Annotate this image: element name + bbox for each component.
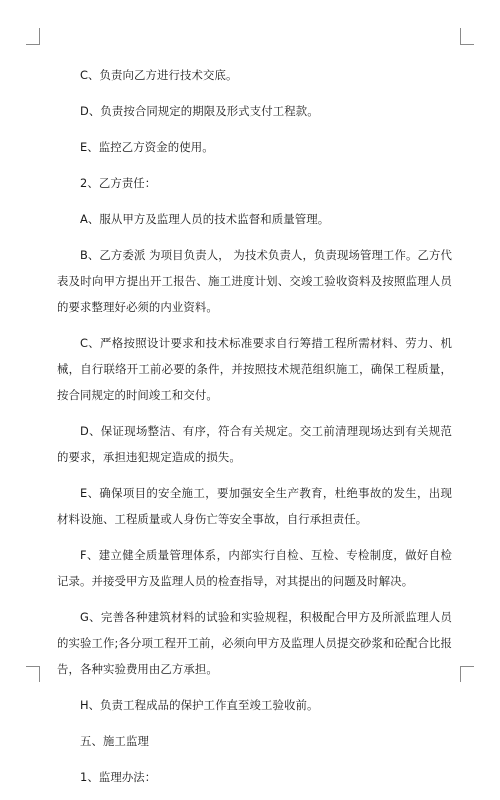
subheading-supervision-method: 1、监理办法： (80, 770, 157, 784)
crop-mark-bottom-right-vertical (460, 666, 461, 682)
paragraph-f-quality-system: F、建立健全质量管理体系，内部实行自检、互检、专检制度，做好自检记录。并接受甲方及监理人员的检查指导，对其提出的问题及时解决。 (57, 548, 452, 588)
crop-mark-bottom-left-vertical (39, 666, 40, 682)
section-heading-party-b-duties: 2、乙方责任： (80, 176, 157, 190)
crop-mark-bottom-left-horizontal (26, 666, 40, 667)
paragraph-g-material-testing: G、完善各种建筑材料的试验和实验规程，积极配合甲方及所派监理人员的实验工作;各分项工程开工前，必须向甲方及监理人员提交砂浆和砼配合比报告，各种实验费用由乙方承担。 (57, 610, 452, 676)
paragraph-b-project-lead: B、乙方委派 为项目负责人， 为技术负责人，负责现场管理工作。乙方代表及时向甲方提出开工报告、施工进度计划、交竣工验收资料及按照监理人员的要求整理好必须的内业资料。 (57, 248, 452, 314)
paragraph-c-standards: C、严格按照设计要求和技术标准要求自行筹措工程所需材料、劳力、机械，自行联络开工前必要的条件，并按照技术规范组织施工，确保工程质量，按合同规定的时间竣工和交付。 (57, 336, 452, 402)
crop-mark-bottom-right-horizontal (460, 666, 474, 667)
paragraph-d-payment: D、负责按合同规定的期限及形式支付工程款。 (80, 104, 319, 118)
document-body (57, 62, 452, 800)
paragraph-h-protection: H、负责工程成品的保护工作直至竣工验收前。 (80, 698, 319, 712)
paragraph-a-supervision: A、服从甲方及监理人员的技术监督和质量管理。 (80, 212, 330, 226)
crop-mark-top-right-vertical (460, 28, 461, 44)
crop-mark-top-left-vertical (39, 28, 40, 44)
paragraph-d-site-cleanliness: D、保证现场整洁、有序，符合有关规定。交工前清理现场达到有关规范的要求，承担违犯规定造成的损失。 (57, 424, 452, 464)
paragraph-e-fund-monitoring: E、监控乙方资金的使用。 (80, 140, 214, 154)
section-heading-construction-supervision: 五、施工监理 (80, 734, 149, 748)
paragraph-c-technical-briefing: C、负责向乙方进行技术交底。 (80, 68, 238, 82)
crop-mark-top-right-horizontal (460, 44, 474, 45)
paragraph-e-safety: E、确保项目的安全施工，要加强安全生产教育，杜绝事故的发生，出现材料设施、工程质量或人身伤亡等安全事故，自行承担责任。 (57, 486, 452, 526)
crop-mark-top-left-horizontal (26, 44, 40, 45)
